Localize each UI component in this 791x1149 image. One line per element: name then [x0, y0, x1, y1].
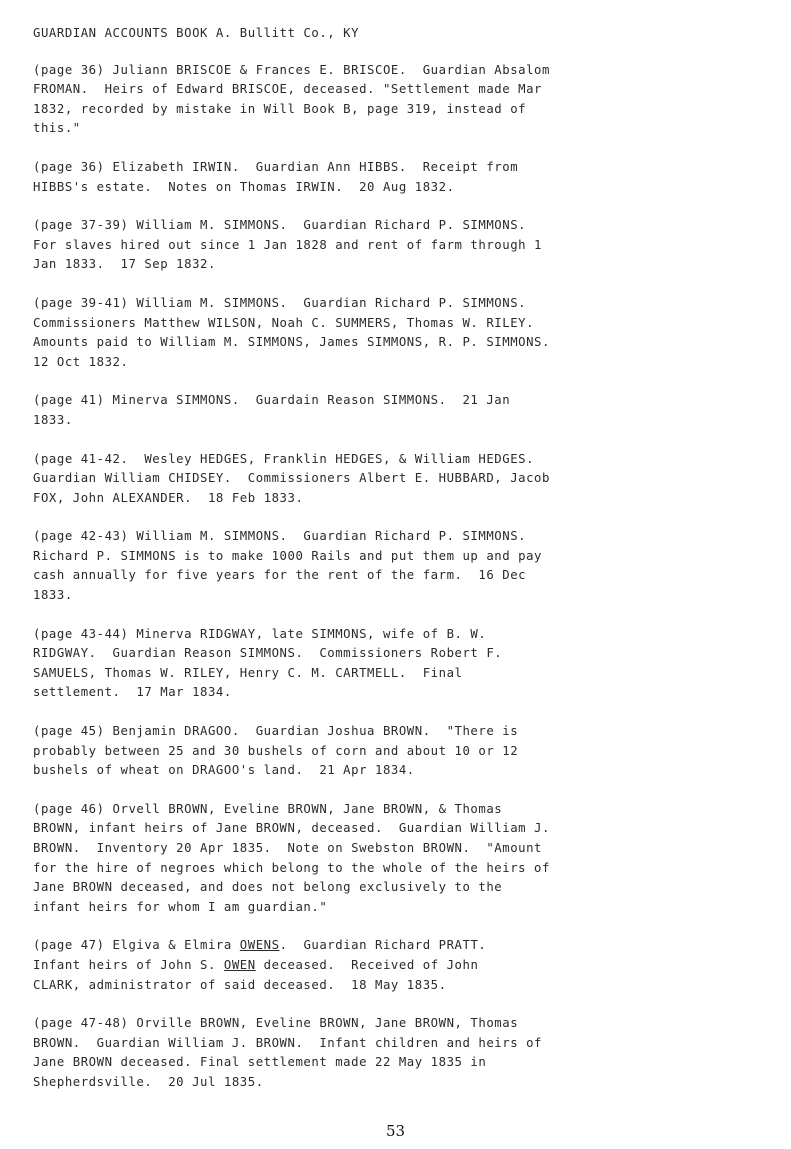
entry-line: this."	[33, 121, 81, 136]
entry-line: SAMUELS, Thomas W. RILEY, Henry C. M. CARTMELL. Final	[33, 665, 463, 680]
guardian-entry	[33, 450, 758, 509]
entry-line: bushels of wheat on DRAGOO's land. 21 Apr 1834.	[33, 763, 415, 778]
entry-line: Guardian William CHIDSEY. Commissioners Albert E. HUBBARD, Jacob	[33, 471, 550, 486]
entry-line: (page 42-43) William M. SIMMONS. Guardian Richard P. SIMMONS.	[33, 529, 527, 544]
entry-line: BROWN. Inventory 20 Apr 1835. Note on Swebston BROWN. "Amount	[33, 841, 543, 855]
guardian-entry	[33, 936, 758, 995]
entry-line: HIBBS's estate. Notes on Thomas IRWIN. 20 Aug 1832.	[33, 179, 455, 194]
entry-line: cash annually for five years for the rent of the farm. 16 Dec	[33, 568, 527, 583]
entry-line	[33, 936, 758, 956]
entry-line: Jane BROWN deceased. Final settlement made 22 May 1835 in	[33, 1055, 487, 1070]
entry-line: (page 36) Elizabeth IRWIN. Guardian Ann HIBBS. Receipt from	[33, 159, 519, 174]
entry-line: 1833.	[33, 588, 73, 603]
guardian-entry	[33, 61, 758, 139]
entry-line: probably between 25 and 30 bushels of corn and about 10 or 12	[33, 743, 519, 758]
entry-line: For slaves hired out since 1 Jan 1828 and rent of farm through 1	[33, 237, 543, 252]
entry-line: (page 47-48) Orville BROWN, Eveline BROWN, Jane BROWN, Thomas	[33, 1016, 519, 1031]
entry-text: Infant heirs of John S.	[33, 957, 224, 972]
guardian-entry	[33, 294, 758, 372]
entry-line: BROWN. Guardian William J. BROWN. Infant children and heirs of	[33, 1035, 543, 1050]
entry-line: (page 41) Minerva SIMMONS. Guardain Reason SIMMONS. 21 Jan	[33, 393, 511, 408]
page-number: 53	[385, 1122, 406, 1140]
entry-line: (page 37-39) William M. SIMMONS. Guardian Richard P. SIMMONS.	[33, 218, 527, 233]
entry-line: Jan 1833. 17 Sep 1832.	[33, 257, 216, 272]
entry-line: FOX, John ALEXANDER. 18 Feb 1833.	[33, 490, 304, 505]
guardian-entry	[33, 722, 758, 781]
guardian-entry	[33, 800, 758, 918]
entry-text: . Guardian Richard PRATT.	[279, 938, 487, 953]
entry-text: (page 47) Elgiva & Elmira	[33, 938, 240, 953]
entry-line: FROMAN. Heirs of Edward BRISCOE, deceased. "Settlement made Mar	[33, 82, 543, 97]
entry-line: RIDGWAY. Guardian Reason SIMMONS. Commissioners Robert F.	[33, 646, 503, 661]
entry-line: 12 Oct 1832.	[33, 354, 129, 369]
guardian-entry	[33, 527, 758, 605]
entry-line: 1832, recorded by mistake in Will Book B, page 319, instead of	[33, 101, 527, 116]
entry-line: settlement. 17 Mar 1834.	[33, 685, 232, 700]
entry-line: (page 45) Benjamin DRAGOO. Guardian Joshua BROWN. "There is	[33, 724, 519, 739]
underlined-surname: OWENS	[239, 938, 280, 953]
entry-line: Jane BROWN deceased, and does not belong exclusively to the	[33, 880, 503, 895]
document-page	[33, 24, 758, 1112]
entry-line: (page 41-42. Wesley HEDGES, Franklin HEDGES, & William HEDGES.	[33, 451, 535, 466]
entry-line: infant heirs for whom I am guardian."	[33, 899, 328, 914]
entry-line: Amounts paid to William M. SIMMONS, James SIMMONS, R. P. SIMMONS.	[33, 335, 550, 350]
entry-line: CLARK, administrator of said deceased. 18 May 1835.	[33, 977, 447, 992]
entry-line: BROWN, infant heirs of Jane BROWN, deceased. Guardian William J.	[33, 821, 550, 836]
entry-line: for the hire of negroes which belong to the whole of the heirs of	[33, 860, 550, 875]
entry-line: (page 43-44) Minerva RIDGWAY, late SIMMONS, wife of B. W.	[33, 626, 487, 641]
entry-line: 1833.	[33, 412, 73, 427]
underlined-surname: OWEN	[223, 957, 256, 972]
entry-line: Richard P. SIMMONS is to make 1000 Rails and put them up and pay	[33, 548, 543, 563]
entry-line: (page 39-41) William M. SIMMONS. Guardian Richard P. SIMMONS.	[33, 295, 527, 310]
entry-text: deceased. Received of John	[255, 957, 479, 972]
document-title: GUARDIAN ACCOUNTS BOOK A. Bullitt Co., KY	[33, 26, 360, 40]
guardian-entry	[33, 1014, 758, 1092]
guardian-entry	[33, 216, 758, 275]
guardian-entry	[33, 158, 758, 197]
guardian-entry	[33, 391, 758, 430]
entry-line: (page 36) Juliann BRISCOE & Frances E. BRISCOE. Guardian Absalom	[33, 62, 550, 77]
entry-line	[33, 956, 758, 976]
entry-line: (page 46) Orvell BROWN, Eveline BROWN, Jane BROWN, & Thomas	[33, 801, 503, 816]
guardian-entry	[33, 625, 758, 703]
entry-line: Shepherdsville. 20 Jul 1835.	[33, 1074, 264, 1089]
entry-line: Commissioners Matthew WILSON, Noah C. SUMMERS, Thomas W. RILEY.	[33, 315, 535, 330]
